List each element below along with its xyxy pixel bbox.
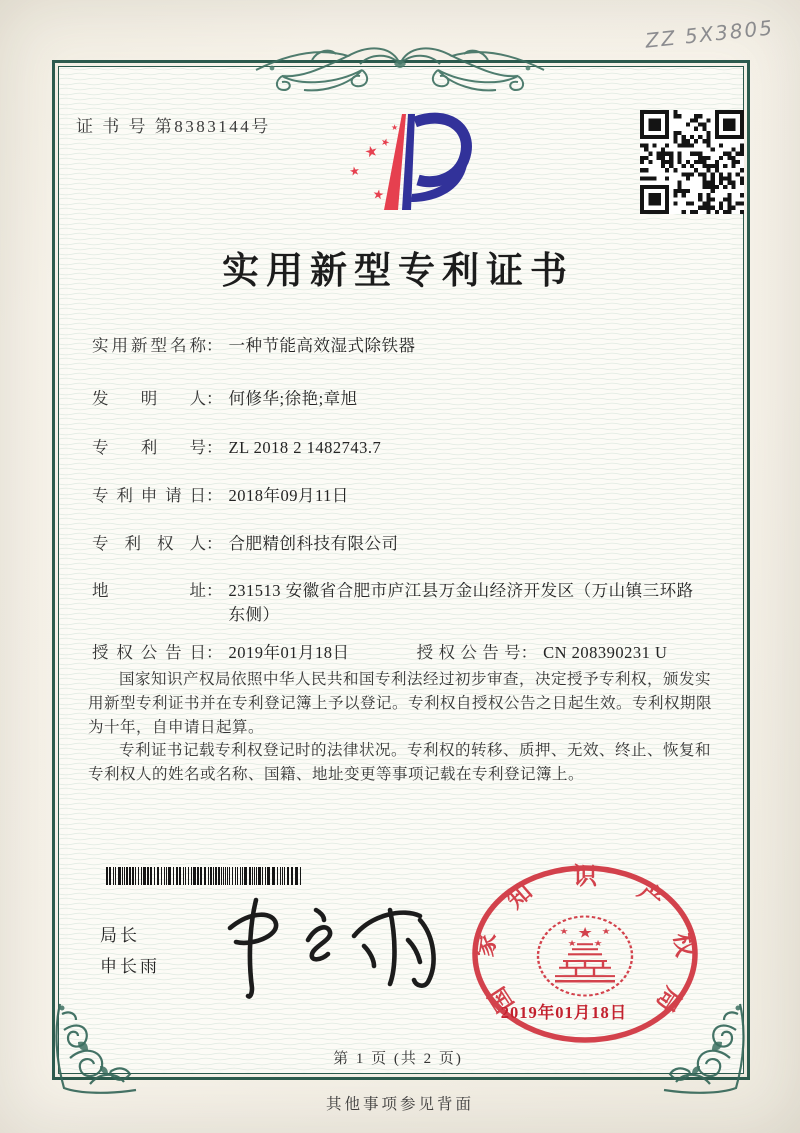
qr-code bbox=[640, 110, 744, 214]
signer-title: 局长 bbox=[100, 926, 140, 945]
field-row-patentee bbox=[92, 532, 712, 556]
field-row-utility-model-name bbox=[92, 334, 712, 358]
field-label: 地址 bbox=[92, 581, 206, 600]
svg-text:识: 识 bbox=[573, 864, 597, 890]
field-value: 何修华;徐艳;章旭 bbox=[228, 389, 358, 408]
field-label: 实用新型名称 bbox=[92, 336, 206, 355]
field-row-address bbox=[92, 579, 712, 627]
top-flourish-ornament bbox=[252, 34, 548, 98]
legal-paragraph-1: 国家知识产权局依照中华人民共和国专利法经过初步审查，决定授予专利权，颁发实用新型专利证书并在专利登记簿上予以登记。专利权自授权公告之日起生效。专利权期限为十年，自申请日起算。 bbox=[88, 671, 713, 736]
legal-paragraph-2: 专利证书记载专利权登记时的法律状况。专利权的转移、质押、无效、终止、恢复和专利权人的姓名或名称、国籍、地址变更等事项记载在专利登记簿上。 bbox=[88, 742, 712, 784]
field-row-grant-publication bbox=[92, 641, 712, 665]
svg-text:★: ★ bbox=[577, 925, 593, 942]
field-value: 合肥精创科技有限公司 bbox=[228, 534, 399, 553]
svg-text:家: 家 bbox=[472, 931, 502, 959]
national-emblem-icon bbox=[538, 917, 632, 996]
seal-date: 2019年01月18日 bbox=[500, 1003, 628, 1022]
svg-text:★: ★ bbox=[371, 186, 386, 203]
field-label: 专利权人 bbox=[92, 534, 206, 553]
svg-text:★: ★ bbox=[601, 926, 611, 936]
field-colon: ： bbox=[206, 581, 223, 600]
svg-text:国: 国 bbox=[484, 981, 520, 1017]
field-row-inventors bbox=[92, 387, 712, 411]
field-colon: ： bbox=[206, 534, 223, 553]
svg-text:★: ★ bbox=[559, 926, 569, 936]
svg-text:★: ★ bbox=[379, 136, 392, 150]
certificate-title: 实用新型专利证书 bbox=[222, 251, 574, 292]
svg-text:★: ★ bbox=[363, 143, 381, 162]
cnipa-logo-icon bbox=[336, 106, 478, 232]
svg-text:局: 局 bbox=[650, 981, 686, 1017]
field-value: 一种节能高效湿式除铁器 bbox=[228, 336, 416, 355]
field-value: CN 208390231 U bbox=[543, 643, 668, 662]
field-label: 发明人 bbox=[92, 389, 206, 408]
field-label: 授权公告日 bbox=[92, 643, 206, 662]
certificate-number: 证 书 号 第8383144号 bbox=[76, 117, 271, 136]
handwritten-filing-code: ZZ 5X3805 bbox=[644, 15, 775, 53]
legal-text-block bbox=[88, 668, 716, 787]
field-row-patent-number bbox=[92, 436, 712, 460]
field-label: 专利号 bbox=[92, 438, 206, 457]
signer-block bbox=[100, 920, 160, 982]
svg-text:★: ★ bbox=[593, 938, 603, 948]
field-value: 2019年01月18日 bbox=[228, 643, 350, 662]
field-label: 专利申请日 bbox=[92, 486, 206, 505]
field-colon: ： bbox=[206, 438, 223, 457]
official-red-seal bbox=[463, 850, 707, 1054]
field-colon: ： bbox=[206, 389, 223, 408]
field-value: ZL 2018 2 1482743.7 bbox=[228, 438, 382, 457]
barcode bbox=[106, 867, 304, 885]
svg-text:权: 权 bbox=[668, 931, 698, 959]
field-colon: ： bbox=[206, 486, 223, 505]
commissioner-signature bbox=[212, 884, 444, 1002]
svg-text:知: 知 bbox=[502, 878, 538, 915]
logo-p-bowl bbox=[415, 118, 466, 182]
field-label: 授权公告号 bbox=[416, 643, 521, 662]
page-indicator: 第 1 页 (共 2 页) bbox=[333, 1051, 463, 1067]
field-value: 231513 安徽省合肥市庐江县万金山经济开发区（万山镇三环路东侧） bbox=[228, 581, 694, 624]
svg-text:产: 产 bbox=[632, 878, 668, 915]
field-colon: ： bbox=[206, 336, 223, 355]
svg-text:★: ★ bbox=[567, 938, 577, 948]
svg-text:★: ★ bbox=[391, 123, 399, 132]
field-colon: ： bbox=[206, 643, 223, 662]
back-side-note: 其他事项参见背面 bbox=[325, 1096, 474, 1113]
field-value: 2018年09月11日 bbox=[228, 486, 349, 505]
field-row-filing-date bbox=[92, 484, 712, 508]
svg-text:★: ★ bbox=[348, 163, 362, 179]
signer-name: 申长雨 bbox=[100, 957, 160, 976]
field-colon: ： bbox=[520, 643, 538, 662]
